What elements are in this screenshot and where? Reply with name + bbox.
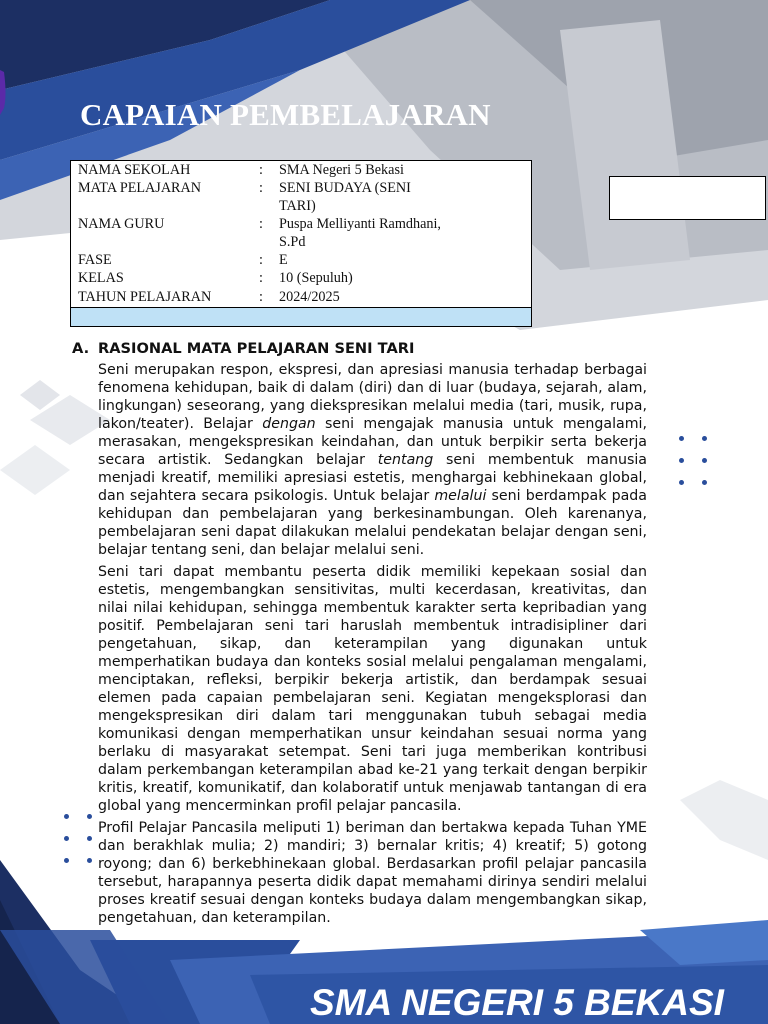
info-colon: : (259, 162, 263, 178)
info-colon: : (259, 252, 263, 268)
info-row-subject (71, 179, 531, 215)
info-value: 2024/2025 (279, 289, 340, 305)
info-value: SENI BUDAYA (SENI TARI) (279, 180, 411, 214)
info-value: 10 (Sepuluh) (279, 270, 353, 286)
info-colon: : (259, 216, 263, 232)
dot-grid-right (679, 436, 709, 485)
paragraph-3: Profil Pelajar Pancasila meliputi 1) beriman dan bertakwa kepada Tuhan YME dan berakhlak mulia; 2) mandiri; 3) bernalar kritis; 4) kreatif; 5) gotong royong; dan 6) berkebhinekaan global. Berdasarkan profil pelajar pancasila tersebut, harapannya peserta didik dapat memahami dirinya sendiri melalui proses kreatif sesuai dengan konteks budaya dalam mengembangkan sikap, pengetahuan, dan keterampilan. (98, 820, 647, 926)
paragraph-1: Seni merupakan respon, ekspresi, dan apresiasi manusia terhadap berbagai fenomena kehidupan, baik di dalam (diri) dan di luar (budaya, sejarah, alam, lingkungan) seseorang, yang diekspresikan melalui media (tari, musik, rupa, lakon/teater). Belajar dengan seni mengajak manusia untuk mengalami, merasakan, mengekspresikan keindahan, dan untuk berpikir serta bekerja secara artistik. Sedangkan belajar tentang seni membentuk manusia menjadi kreatif, memiliki apresiasi estetis, menghargai kebhinekaan global, dan sejahtera secara psikologis. Untuk belajar melalui seni berdampak pada kehidupan dan pembelajaran yang berkesinambungan. Oleh karenanya, pembelajaran seni dapat dilakukan melalui pendekatan belajar dengan seni, belajar tentang seni, dan belajar melalui seni. (98, 362, 647, 558)
school-info-table (70, 160, 532, 327)
info-label: KELAS (78, 270, 124, 286)
info-colon: : (259, 270, 263, 286)
info-value: SMA Negeri 5 Bekasi (279, 162, 404, 178)
info-label: TAHUN PELAJARAN (78, 289, 212, 305)
info-label: MATA PELAJARAN (78, 180, 202, 196)
page-title: CAPAIAN PEMBELAJARAN (80, 97, 491, 132)
paragraph-2: Seni tari dapat membantu peserta didik memiliki kepekaan sosial dan estetis, mengembangkan sensitivitas, multi kecerdasan, kreativitas, dan nilai nilai kehidupan, sehingga membentuk karakter serta kepribadian yang positif. Pembelajaran seni tari haruslah membentuk intradisipliner dari pengetahuan, sikap, dan keterampilan yang digunakan untuk memperhatikan budaya dan konteks sosial melalui pengalaman mengalami, menciptakan, refleksi, berpikir bekerja artistik, dan berdampak sesuai elemen pada capaian pembelajaran seni. Kegiatan mengeksplorasi dan mengekspresikan diri dalam tari menggunakan tubuh sebagai media komunikasi dengan memperhatikan unsur keindahan sesuai norma yang berlaku di masyarakat setempat. Seni tari juga memberikan kontribusi dalam perkembangan keterampilan abad ke-21 yang terkait dengan berpikir kritis, kreatif, komunikatif, dan kolaboratif untuk menjawab tantangan di era global yang mencerminkan profil pelajar pancasila. (98, 564, 647, 814)
info-row-teacher (71, 215, 531, 251)
dot-grid-left (64, 814, 94, 863)
table-footer-bar (71, 308, 531, 326)
info-row-school (71, 161, 531, 179)
info-row-year (71, 288, 531, 308)
info-value: E (279, 252, 288, 268)
info-row-class (71, 269, 531, 287)
info-label: NAMA SEKOLAH (78, 162, 191, 178)
section-heading (72, 340, 414, 357)
info-row-phase (71, 251, 531, 269)
info-value: Puspa Melliyanti Ramdhani, S.Pd (279, 216, 441, 250)
empty-side-box (609, 176, 766, 220)
footer-banner: SMA NEGERI 5 BEKASI (310, 982, 724, 1023)
info-colon: : (259, 289, 263, 305)
info-colon: : (259, 180, 263, 196)
info-label: NAMA GURU (78, 216, 165, 232)
section-title: RASIONAL MATA PELAJARAN SENI TARI (98, 340, 415, 357)
section-body (98, 361, 647, 931)
info-label: FASE (78, 252, 112, 268)
section-letter: A. (72, 340, 90, 357)
